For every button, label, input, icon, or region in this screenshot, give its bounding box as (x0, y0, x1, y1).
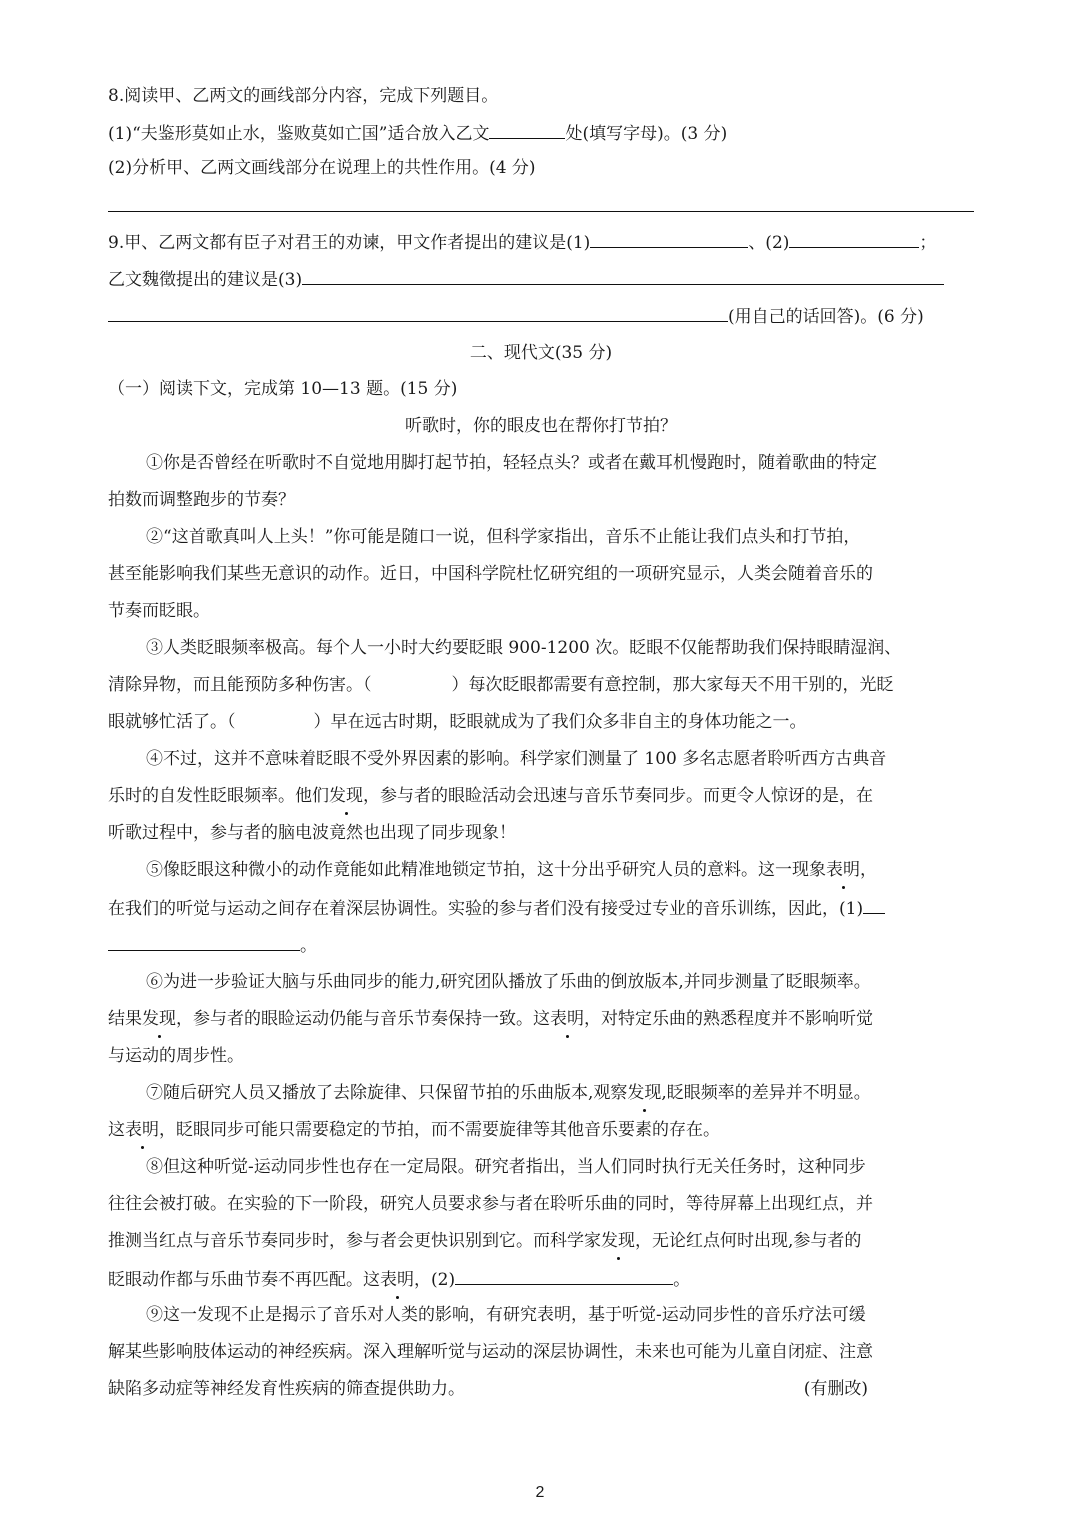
section-subtitle: （一）阅读下文，完成第 10—13 题。(15 分) (108, 379, 458, 399)
paragraph-9-cont: 解某些影响肢体运动的神经疾病。深入理解听觉与运动的深层协调性，未来也可能为儿童自闭症、注意 (108, 1342, 873, 1362)
answer-blank[interactable] (489, 120, 565, 139)
paragraph-6-cont: 结果发现，参与者的眼睑运动仍能与音乐节奏保持一致。这表明，对特定乐曲的熟悉程度并不影响听觉 (108, 1009, 873, 1029)
paragraph-2-cont: 节奏而眨眼。 (108, 601, 210, 621)
answer-blank[interactable] (455, 1266, 673, 1285)
paragraph-9: ⑨这一发现不止是揭示了音乐对人类的影响，有研究表明，基于听觉-运动同步性的音乐疗法可缓 (146, 1305, 866, 1325)
q8-part1: (1)“夫鉴形莫如止水，鉴败莫如亡国”适合放入乙文 处(填写字母)。(3 分) (108, 120, 974, 146)
section-title: 二、现代文(35 分) (469, 343, 613, 363)
paragraph-5: ⑤像眨眼这种微小的动作竟能如此精准地锁定节拍，这十分出乎研究人员的意料。这一现象表明， (146, 860, 877, 880)
answer-blank[interactable] (108, 303, 728, 322)
paragraph-4: ④不过，这并不意味着眨眼不受外界因素的影响。科学家们测量了 100 多名志愿者聆听西方古典音 (146, 749, 887, 769)
answer-blank[interactable] (590, 229, 748, 248)
paragraph-4-cont: 乐时的自发性眨眼频率。他们发现，参与者的眼睑活动会迅速与音乐节奏同步。而更令人惊讶的是，在 (108, 786, 873, 806)
source-note: (有删改) (803, 1379, 868, 1399)
q9-line3: (用自己的话回答)。(6 分) (108, 303, 974, 329)
answer-blank[interactable] (863, 895, 885, 914)
paragraph-4-cont: 听歌过程中，参与者的脑电波竟然也出现了同步现象！ (108, 823, 516, 843)
paragraph-1: ①你是否曾经在听歌时不自觉地用脚打起节拍，轻轻点头？或者在戴耳机慢跑时，随着歌曲的特定 (146, 453, 877, 473)
answer-blank[interactable] (789, 229, 919, 248)
answer-line[interactable] (108, 211, 974, 212)
page-number: 2 (535, 1484, 545, 1501)
q8-part2: (2)分析甲、乙两文画线部分在说理上的共性作用。(4 分) (108, 158, 536, 178)
emphasis-word: 发现 (627, 1083, 662, 1103)
paragraph-8: ⑧但这种听觉-运动同步性也存在一定局限。研究者指出，当人们同时执行无关任务时，这种同步 (146, 1157, 866, 1177)
emphasis-word: 发现 (601, 1231, 635, 1251)
paragraph-9-cont: 缺陷多动症等神经发育性疾病的筛查提供助力。 (有删改) (108, 1379, 868, 1399)
paragraph-3: ③人类眨眼频率极高。每个人一小时大约要眨眼 900-1200 次。眨眼不仅能帮助我们保持眼睛湿润、 (146, 638, 902, 658)
q8-title: 8.阅读甲、乙两文的画线部分内容，完成下列题目。 (108, 86, 499, 106)
paragraph-3-cont: 眼就够忙活了。（ ）早在远古时期，眨眼就成为了我们众多非自主的身体功能之一。 (108, 712, 807, 732)
emphasis-word: 表明 (826, 860, 860, 880)
emphasis-word: 发现 (329, 786, 363, 806)
paragraph-6-cont: 与运动的周步性。 (108, 1046, 244, 1066)
paragraph-5-cont: 。 (108, 932, 974, 958)
paragraph-7-cont: 这表明，眨眼同步可能只需要稳定的节拍，而不需要旋律等其他音乐要素的存在。 (108, 1120, 720, 1140)
emphasis-word: 表明 (380, 1270, 414, 1290)
paragraph-5-cont: 在我们的听觉与运动之间存在着深层协调性。实验的参与者们没有接受过专业的音乐训练，因此，(1) (108, 895, 974, 921)
paragraph-3-cont: 清除异物，而且能预防多种伤害。（ ）每次眨眼都需要有意控制，那大家每天不用干别的，光眨 (108, 675, 894, 695)
q9-line2: 乙文魏徵提出的建议是(3) (108, 266, 974, 292)
paragraph-8-cont: 眨眼动作都与乐曲节奏不再匹配。这表明，(2) 。 (108, 1266, 974, 1292)
paragraph-2: ②“这首歌真叫人上头！”你可能是随口一说，但科学家指出，音乐不止能让我们点头和打节拍， (146, 527, 861, 547)
article-title: 听歌时，你的眼皮也在帮你打节拍？ (405, 416, 677, 436)
paragraph-1-cont: 拍数而调整跑步的节奏？ (108, 490, 295, 510)
paragraph-8-cont: 推测当红点与音乐节奏同步时，参与者会更快识别到它。而科学家发现，无论红点何时出现,参与者的 (108, 1231, 862, 1251)
paragraph-7: ⑦随后研究人员又播放了去除旋律、只保留节拍的乐曲版本,观察发现,眨眼频率的差异并不明显。 (146, 1083, 871, 1103)
answer-blank[interactable] (302, 266, 944, 285)
paragraph-2-cont: 甚至能影响我们某些无意识的动作。近日，中国科学院杜忆研究组的一项研究显示，人类会随着音乐的 (108, 564, 873, 584)
emphasis-word: 发现 (142, 1009, 176, 1029)
paragraph-6: ⑥为进一步验证大脑与乐曲同步的能力,研究团队播放了乐曲的倒放版本,并同步测量了眨眼频率。 (146, 972, 871, 992)
emphasis-word: 表明 (125, 1120, 159, 1140)
paragraph-8-cont: 往往会被打破。在实验的下一阶段，研究人员要求参与者在聆听乐曲的同时，等待屏幕上出现红点，并 (108, 1194, 873, 1214)
emphasis-word: 表明 (550, 1009, 584, 1029)
answer-blank[interactable] (108, 932, 300, 951)
q9-line1: 9.甲、乙两文都有臣子对君王的劝谏，甲文作者提出的建议是(1) 、(2) ； (108, 229, 974, 255)
